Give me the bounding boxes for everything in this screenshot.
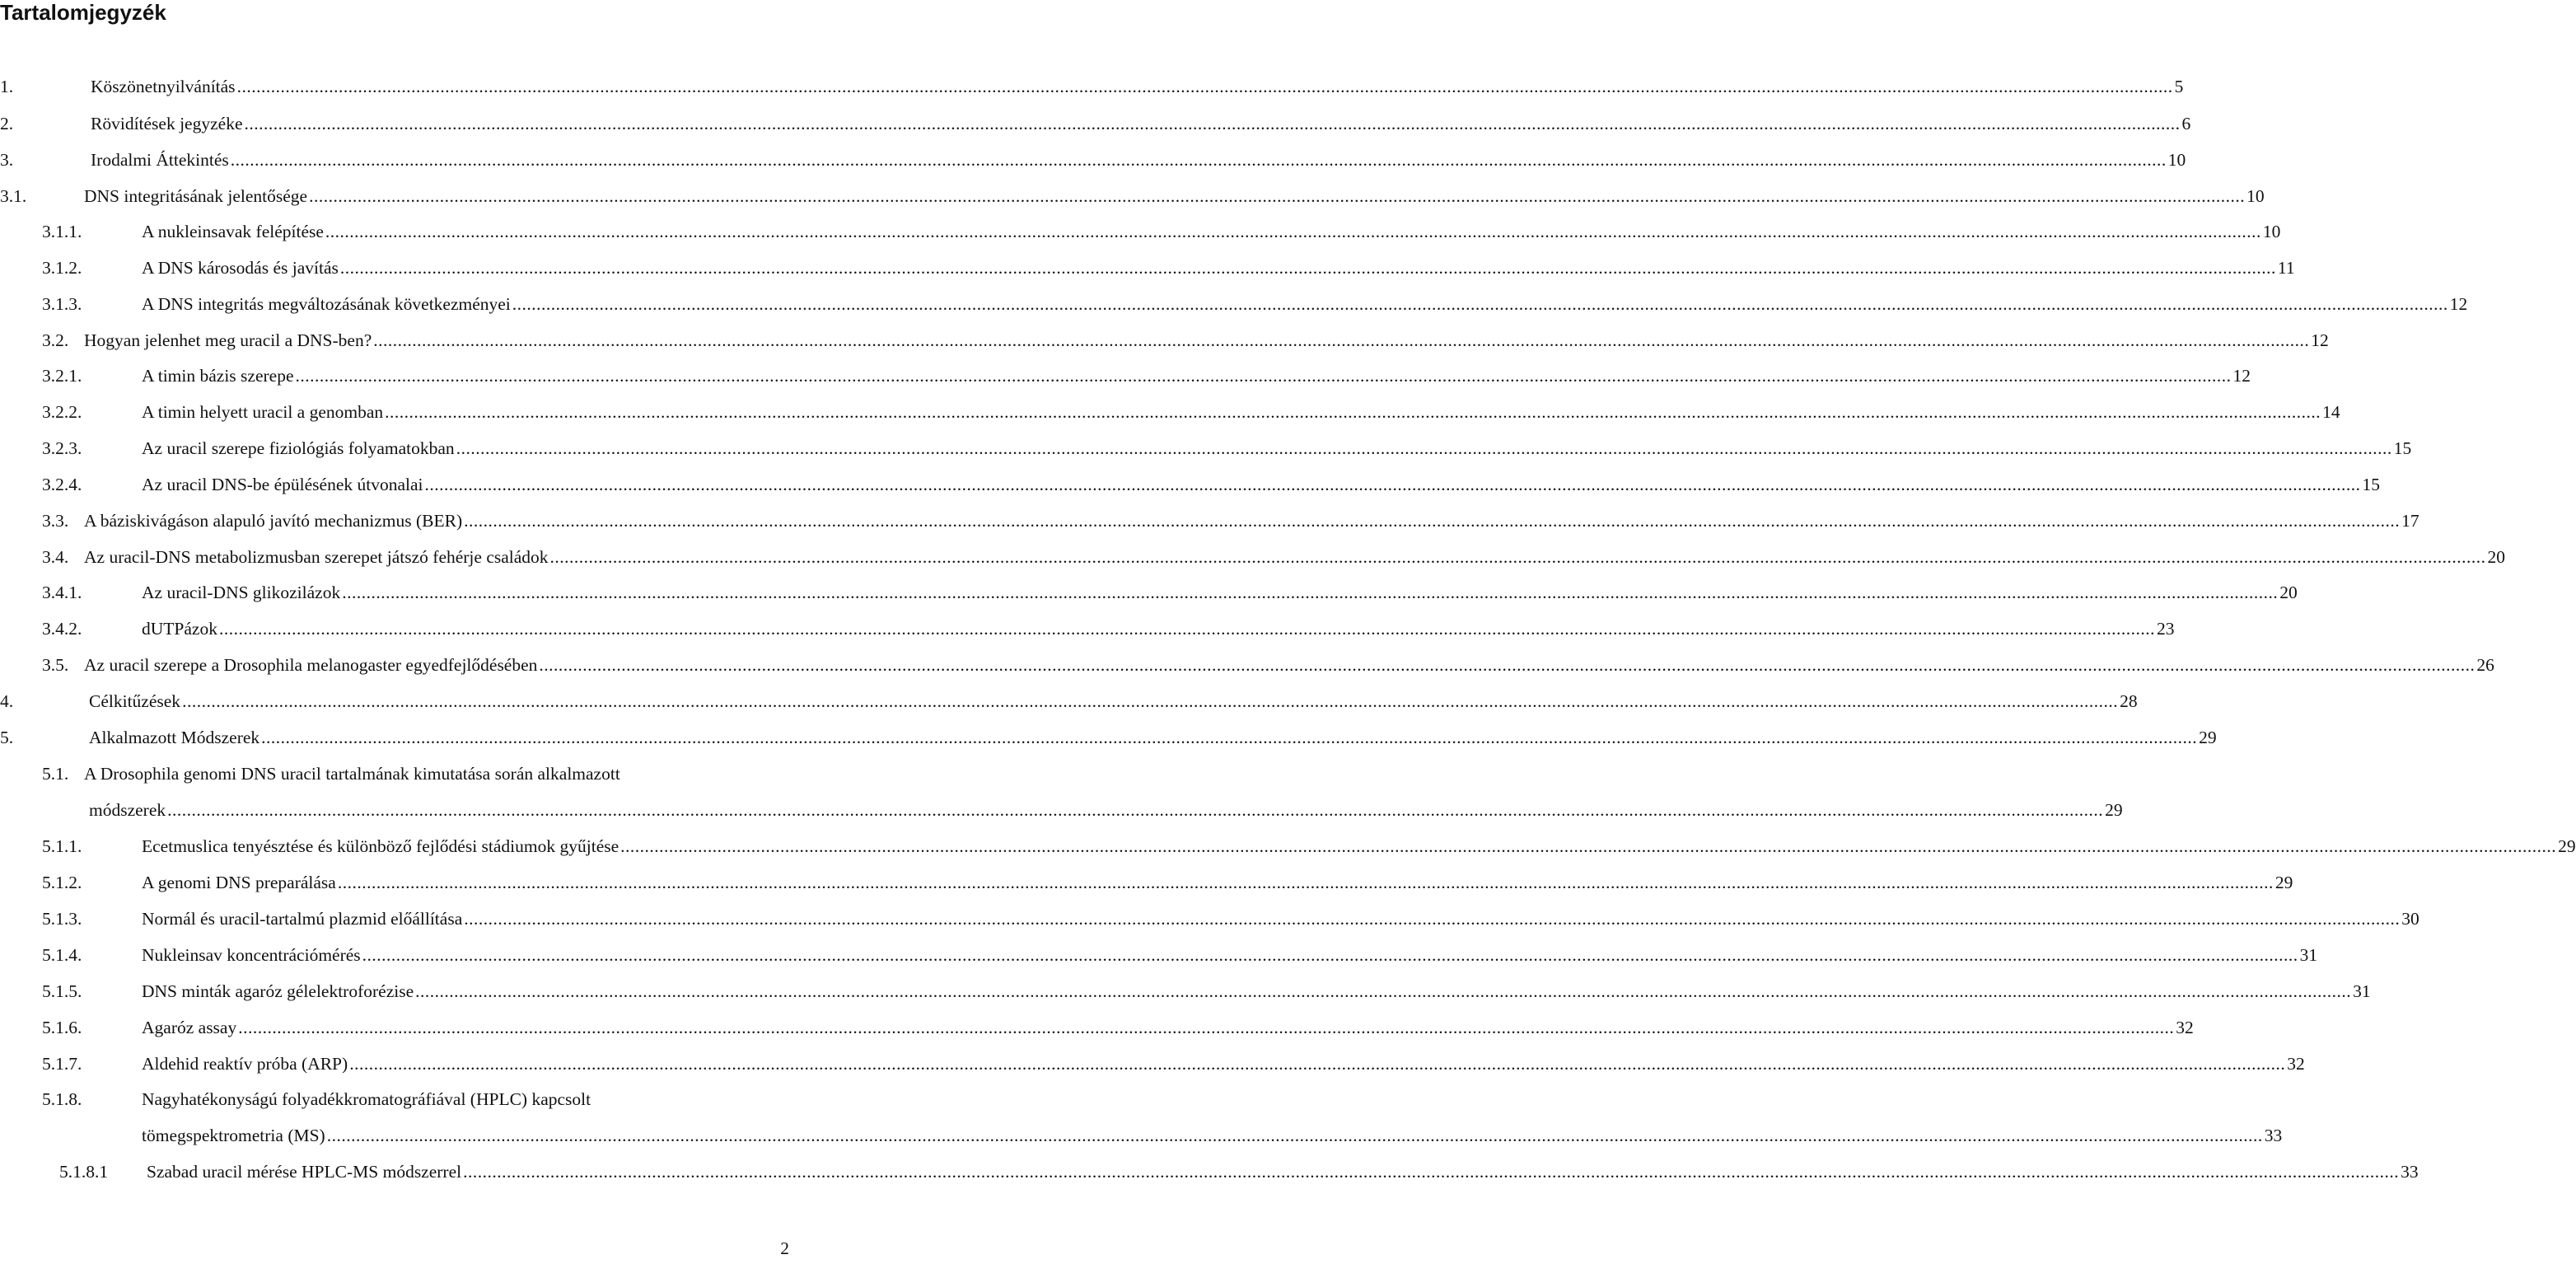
toc-entry-title: DNS minták agaróz gélelektroforézise	[142, 981, 414, 1001]
toc-entry-page: 12	[2311, 330, 2329, 350]
dot-leader: ................................................................................................................................................................................................................................................................................................................................................................................................................	[464, 909, 2401, 929]
toc-entry-number: 5.1.	[42, 764, 69, 784]
toc-entry[interactable]	[0, 472, 2380, 497]
dot-leader: ................................................................................................................................................................................................................................................................................................................................................................................................................	[456, 438, 2392, 458]
toc-entry-title: Az uracil szerepe a Drosophila melanogaster egyedfejlődésében	[84, 655, 538, 675]
toc-entry-number: 5.1.4.	[42, 945, 82, 965]
dot-leader: ................................................................................................................................................................................................................................................................................................................................................................................................................	[463, 1162, 2400, 1182]
toc-entry-number: 5.1.1.	[42, 836, 82, 856]
dot-leader: ................................................................................................................................................................................................................................................................................................................................................................................................................	[539, 655, 2475, 675]
toc-entry-title: A báziskivágáson alapuló javító mechanizmus (BER)	[84, 511, 463, 531]
toc-entry-title: A DNS károsodás és javítás	[142, 258, 339, 278]
dot-leader: ................................................................................................................................................................................................................................................................................................................................................................................................................	[182, 691, 2119, 711]
toc-entry[interactable]	[0, 979, 2371, 1004]
toc-entry-title: Célkitűzések	[89, 691, 181, 711]
dot-leader: ................................................................................................................................................................................................................................................................................................................................................................................................................	[326, 1126, 2263, 1145]
toc-entry-page: 10	[2262, 222, 2281, 241]
dot-leader: ................................................................................................................................................................................................................................................................................................................................................................................................................	[167, 800, 2104, 820]
toc-entry[interactable]	[0, 255, 2295, 280]
dot-leader: ................................................................................................................................................................................................................................................................................................................................................................................................................	[385, 402, 2321, 422]
toc-entry[interactable]	[0, 943, 2318, 967]
dot-leader: ................................................................................................................................................................................................................................................................................................................................................................................................................	[349, 1054, 2286, 1074]
toc-entry-title: Irodalmi Áttekintés	[91, 150, 229, 170]
toc-entry-number: 3.3.	[42, 511, 69, 531]
toc-entry-title: Az uracil DNS-be épülésének útvonalai	[142, 475, 423, 494]
toc-entry-number: 3.2.3.	[42, 438, 82, 458]
toc-entry-number: 5.	[0, 728, 14, 747]
toc-entry-page: 32	[2176, 1018, 2194, 1037]
dot-leader: ................................................................................................................................................................................................................................................................................................................................................................................................................	[362, 945, 2298, 965]
toc-entry-page: 6	[2181, 114, 2191, 133]
toc-entry[interactable]	[0, 1123, 2283, 1148]
toc-entry-title: Agaróz assay	[142, 1018, 237, 1037]
toc-entry-page: 29	[2274, 873, 2293, 892]
toc-entry-number: 3.1.1.	[42, 222, 82, 241]
dot-leader: ................................................................................................................................................................................................................................................................................................................................................................................................................	[549, 547, 2486, 567]
toc-entry-page: 14	[2322, 402, 2340, 422]
toc-entry-number: 2.	[0, 114, 14, 133]
toc-entry-number: 3.5.	[42, 655, 69, 675]
toc-entry-title: dUTPázok	[142, 619, 217, 639]
toc-entry-number: 5.1.3.	[42, 909, 82, 929]
page-number: 2	[780, 1238, 789, 1258]
toc-entry-title: A genomi DNS preparálása	[142, 873, 336, 892]
toc-entry[interactable]	[0, 798, 2123, 822]
toc-entry-page: 20	[2279, 583, 2298, 602]
toc-entry-title: Rövidítések jegyzéke	[91, 114, 243, 133]
toc-entry[interactable]	[0, 906, 2419, 931]
toc-entry-title: Normál és uracil-tartalmú plazmid előállítása	[142, 909, 463, 929]
toc-entry-number: 3.2.1.	[42, 366, 82, 386]
toc-entry[interactable]	[0, 1159, 2419, 1184]
toc-entry-title: Az uracil-DNS metabolizmusban szerepet játszó fehérje családok	[84, 547, 549, 567]
toc-entry-page: 10	[2167, 150, 2186, 170]
toc-entry-title: módszerek	[89, 800, 166, 820]
toc-entry-page: 31	[2299, 945, 2318, 965]
toc-entry[interactable]	[0, 1051, 2305, 1076]
toc-entry-title: Alkalmazott Módszerek	[89, 728, 260, 747]
toc-entry-page: 12	[2232, 366, 2251, 386]
toc-entry[interactable]	[0, 545, 2506, 569]
toc-entry[interactable]	[0, 870, 2293, 895]
toc-entry-number: 3.1.2.	[42, 258, 82, 278]
toc-entry-page: 10	[2246, 186, 2265, 206]
toc-entry[interactable]	[0, 761, 791, 786]
toc-entry-title: tömegspektrometria (MS)	[142, 1126, 325, 1145]
dot-leader: ................................................................................................................................................................................................................................................................................................................................................................................................................	[512, 294, 2448, 314]
toc-entry-number: 3.4.1.	[42, 583, 82, 602]
toc-entry-page: 15	[2362, 475, 2380, 494]
toc-entry-page: 12	[2449, 294, 2468, 314]
toc-entry-page: 15	[2393, 438, 2412, 458]
toc-entry-number: 4.	[0, 691, 14, 711]
dot-leader: ................................................................................................................................................................................................................................................................................................................................................................................................................	[620, 836, 2557, 856]
toc-entry-title: Nukleinsav koncentrációmérés	[142, 945, 361, 965]
dot-leader: ................................................................................................................................................................................................................................................................................................................................................................................................................	[373, 330, 2310, 350]
toc-entry[interactable]	[0, 1015, 2194, 1040]
toc-entry[interactable]	[0, 363, 2251, 388]
toc-entry[interactable]	[0, 111, 2191, 136]
toc-entry-title: A DNS integritás megváltozásának következményei	[142, 294, 511, 314]
toc-entry-title: A timin helyett uracil a genomban	[142, 402, 384, 422]
toc-entry-number: 3.4.2.	[42, 619, 82, 639]
toc-entry-title: Aldehid reaktív próba (ARP)	[142, 1054, 348, 1074]
toc-entry-page: 26	[2476, 655, 2494, 675]
dot-leader: ................................................................................................................................................................................................................................................................................................................................................................................................................	[261, 728, 2198, 747]
toc-entry[interactable]	[0, 508, 2419, 533]
toc-entry-number: 3.2.2.	[42, 402, 82, 422]
toc-entry-number: 1.	[0, 77, 14, 96]
toc-entry-number: 3.2.4.	[42, 475, 82, 494]
toc-entry[interactable]	[0, 436, 2412, 461]
toc-entry[interactable]	[0, 74, 2184, 99]
toc-entry-title: A Drosophila genomi DNS uracil tartalmának kimutatása során alkalmazott	[84, 764, 620, 784]
toc-entry[interactable]	[0, 147, 2186, 172]
toc-entry-number: 3.1.	[0, 186, 27, 206]
toc-entry-number: 3.	[0, 150, 14, 170]
toc-entry-page: 29	[2199, 728, 2217, 747]
toc-entry[interactable]	[0, 834, 2576, 859]
toc-entry-page: 20	[2487, 547, 2506, 567]
toc-entry[interactable]	[0, 653, 2494, 677]
dot-leader: ................................................................................................................................................................................................................................................................................................................................................................................................................	[230, 150, 2167, 170]
toc-entry[interactable]	[0, 725, 2217, 750]
toc-entry[interactable]	[0, 292, 2468, 316]
toc-entry-page: 29	[2558, 836, 2576, 856]
toc-entry-title: A timin bázis szerepe	[142, 366, 294, 386]
toc-entry[interactable]	[0, 1087, 791, 1112]
toc-entry-title: Az uracil szerepe fiziológiás folyamatokban	[142, 438, 455, 458]
toc-entry-title: Hogyan jelenhet meg uracil a DNS-ben?	[84, 330, 372, 350]
toc-entry[interactable]	[0, 328, 2329, 353]
dot-leader: ................................................................................................................................................................................................................................................................................................................................................................................................................	[236, 77, 2173, 96]
toc-entry-page: 32	[2287, 1054, 2305, 1074]
dot-leader: ................................................................................................................................................................................................................................................................................................................................................................................................................	[244, 114, 2181, 133]
toc-entry-title: A nukleinsavak felépítése	[142, 222, 324, 241]
toc-entry-number: 5.1.8.1	[59, 1162, 109, 1182]
dot-leader: ................................................................................................................................................................................................................................................................................................................................................................................................................	[218, 619, 2155, 639]
dot-leader: ................................................................................................................................................................................................................................................................................................................................................................................................................	[464, 511, 2401, 531]
toc-entry-page: 33	[2264, 1126, 2283, 1145]
dot-leader: ................................................................................................................................................................................................................................................................................................................................................................................................................	[295, 366, 2232, 386]
toc-entry-page: 11	[2277, 258, 2295, 278]
toc-entry-number: 5.1.8.	[42, 1089, 82, 1109]
toc-entry-number: 5.1.2.	[42, 873, 82, 892]
dot-leader: ................................................................................................................................................................................................................................................................................................................................................................................................................	[415, 981, 2352, 1001]
toc-entry-page: 23	[2156, 619, 2175, 639]
toc-entry-number: 5.1.5.	[42, 981, 82, 1001]
toc-entry[interactable]	[0, 400, 2340, 424]
toc-entry-title: DNS integritásának jelentősége	[84, 186, 308, 206]
toc-entry-page: 29	[2105, 800, 2123, 820]
toc-entry-title: Az uracil-DNS glikozilázok	[142, 583, 341, 602]
toc-entry-page: 28	[2120, 691, 2138, 711]
dot-leader: ................................................................................................................................................................................................................................................................................................................................................................................................................	[424, 475, 2361, 494]
dot-leader: ................................................................................................................................................................................................................................................................................................................................................................................................................	[342, 583, 2279, 602]
dot-leader: ................................................................................................................................................................................................................................................................................................................................................................................................................	[309, 186, 2246, 206]
toc-entry-title: Szabad uracil mérése HPLC-MS módszerrel	[147, 1162, 462, 1182]
toc-entry-page: 5	[2174, 77, 2184, 96]
toc-entry[interactable]	[0, 689, 2138, 714]
toc-entry[interactable]	[0, 580, 2298, 605]
toc-entry-title: Köszönetnyilvánítás	[91, 77, 236, 96]
toc-entry-number: 5.1.6.	[42, 1018, 82, 1037]
toc-entry-number: 3.1.3.	[42, 294, 82, 314]
page-title: Tartalomjegyzék	[0, 0, 166, 25]
toc-entry-page: 33	[2401, 1162, 2419, 1182]
toc-entry[interactable]	[0, 219, 2281, 244]
toc-entry-page: 30	[2401, 909, 2419, 929]
toc-entry-page: 17	[2401, 511, 2419, 531]
toc-entry[interactable]	[0, 184, 2265, 208]
dot-leader: ................................................................................................................................................................................................................................................................................................................................................................................................................	[339, 258, 2276, 278]
toc-entry-title: Nagyhatékonyságú folyadékkromatográfiával (HPLC) kapcsolt	[142, 1089, 591, 1109]
toc-entry-number: 3.4.	[42, 547, 69, 567]
dot-leader: ................................................................................................................................................................................................................................................................................................................................................................................................................	[325, 222, 2261, 241]
toc-entry-number: 5.1.7.	[42, 1054, 82, 1074]
dot-leader: ................................................................................................................................................................................................................................................................................................................................................................................................................	[238, 1018, 2175, 1037]
dot-leader: ................................................................................................................................................................................................................................................................................................................................................................................................................	[337, 873, 2274, 892]
toc-entry-page: 31	[2353, 981, 2371, 1001]
toc-entry-title: Ecetmuslica tenyésztése és különböző fejlődési stádiumok gyűjtése	[142, 836, 619, 856]
toc-entry-number: 3.2.	[42, 330, 69, 350]
toc-entry[interactable]	[0, 616, 2175, 641]
